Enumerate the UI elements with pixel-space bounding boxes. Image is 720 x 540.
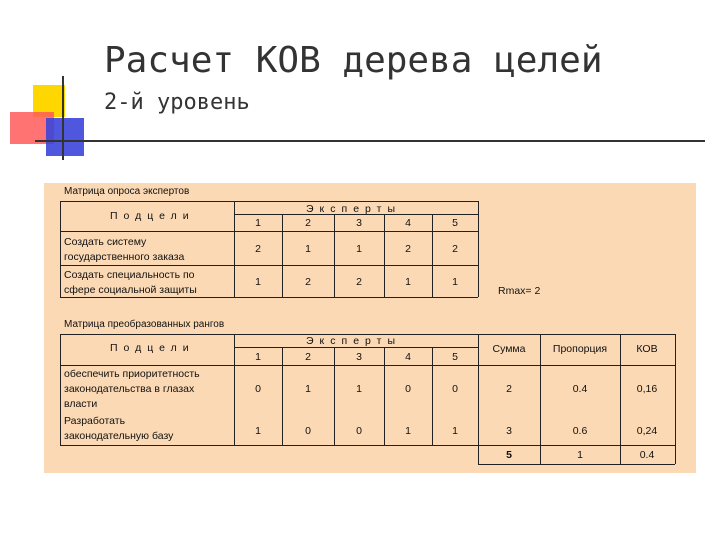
m2-line [675,334,676,464]
m1-line [60,231,478,232]
m2-cell: 1 [405,425,411,437]
m2-expert-number: 1 [255,351,261,363]
m1-row-label: Создать систему [64,236,147,248]
m2-row-label: законодательную базу [64,430,174,442]
m2-prop-header: Пропорция [552,343,608,355]
decor-blue-square [46,118,84,156]
m2-kov-cell: 0,24 [636,425,658,437]
m2-line [478,464,675,465]
m1-line [60,201,478,202]
m2-line [540,334,541,464]
decor-vertical-line [62,76,64,160]
m2-cell: 1 [356,383,362,395]
m2-kov-cell: 0,16 [636,383,658,395]
m1-expert-number: 3 [356,217,362,229]
matrix2-caption: Матрица преобразованных рангов [64,319,225,330]
m1-line [60,297,478,298]
m2-row-label: власти [64,398,98,410]
m1-expert-number: 2 [305,217,311,229]
m1-line [60,201,61,297]
m2-line [60,365,675,366]
m1-row-label: государственного заказа [64,251,185,263]
m1-line [234,201,235,297]
m1-cell: 2 [356,276,362,288]
m2-line [282,347,283,445]
matrix1-caption: Матрица опроса экспертов [64,186,190,197]
m2-line [60,334,61,445]
m2-expert-number: 4 [405,351,411,363]
m2-row-label: обеспечить приоритетность [64,368,200,380]
m1-line [60,265,478,266]
m2-sum-cell: 3 [506,425,512,437]
m1-line [478,201,479,297]
rmax-label: Rmax= 2 [498,285,541,297]
m1-experts-header: Эксперты [306,203,401,215]
m2-prop-cell: 0.6 [572,425,588,437]
m1-cell: 2 [255,243,261,255]
m1-row-label: сфере социальной защиты [64,284,197,296]
m2-row-label: законодательства в глазах [64,383,195,395]
m2-row-label: Разработать [64,415,126,427]
slide-title: Расчет КОВ дерева целей [104,40,603,81]
m2-expert-number: 3 [356,351,362,363]
m2-expert-number: 5 [452,351,458,363]
tables-panel [44,183,696,473]
m2-line [620,334,621,464]
m2-line [234,347,478,348]
m2-cell: 1 [255,425,261,437]
m2-experts-header: Эксперты [306,335,401,347]
m1-cell: 2 [305,276,311,288]
m1-cell: 2 [452,243,458,255]
m1-expert-number: 1 [255,217,261,229]
m2-subgoals-header: Подцели [110,342,195,354]
m2-cell: 0 [255,383,261,395]
m2-line [234,334,235,445]
m1-cell: 1 [305,243,311,255]
m1-subgoals-header: Подцели [110,210,195,222]
title-underline [35,140,705,142]
m2-line [478,334,479,464]
m1-line [282,214,283,297]
m2-expert-number: 2 [305,351,311,363]
m1-cell: 1 [452,276,458,288]
m2-cell: 0 [452,383,458,395]
m2-line [432,347,433,445]
m2-line [334,347,335,445]
m1-line [384,214,385,297]
m2-cell: 0 [305,425,311,437]
slide-subtitle: 2-й уровень [104,90,250,115]
m2-total-prop: 1 [577,449,583,461]
m1-expert-number: 5 [452,217,458,229]
m2-total-kov: 0.4 [639,449,655,461]
m2-total-sum: 5 [506,449,512,461]
m2-sum-cell: 2 [506,383,512,395]
m2-prop-cell: 0.4 [572,383,588,395]
m2-cell: 0 [405,383,411,395]
m1-cell: 1 [405,276,411,288]
m1-expert-number: 4 [405,217,411,229]
m1-line [432,214,433,297]
m2-cell: 1 [305,383,311,395]
m2-cell: 0 [356,425,362,437]
m1-cell: 2 [405,243,411,255]
m2-kov-header: КОВ [636,343,658,355]
m2-line [384,347,385,445]
m1-cell: 1 [255,276,261,288]
m2-sum-header: Сумма [492,343,526,355]
m2-line [60,445,675,446]
m1-row-label: Создать специальность по [64,269,195,281]
m1-cell: 1 [356,243,362,255]
m1-line [334,214,335,297]
m2-cell: 1 [452,425,458,437]
